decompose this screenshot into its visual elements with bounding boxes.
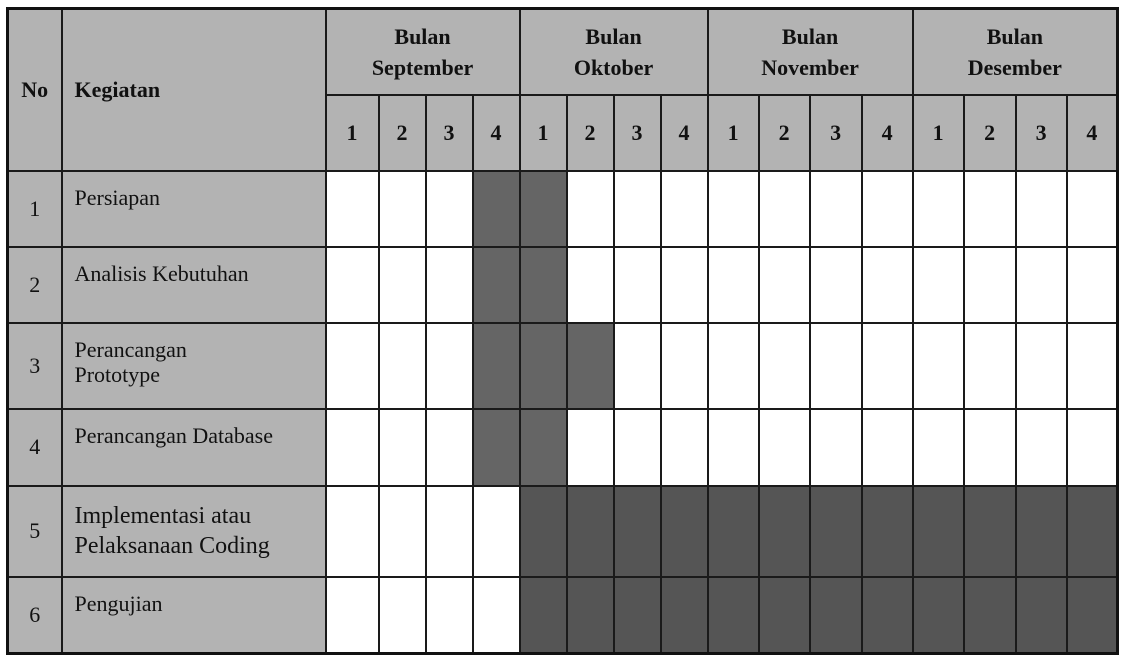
week-cell-empty — [862, 409, 913, 486]
row-number: 6 — [8, 577, 62, 654]
month-header-september — [326, 9, 520, 95]
week-cell-active — [862, 577, 913, 654]
week-cell-active — [1016, 577, 1067, 654]
week-cell-active — [520, 247, 567, 323]
week-header-november-4: 4 — [862, 95, 913, 171]
week-cell-active — [862, 486, 913, 577]
week-cell-empty — [708, 247, 759, 323]
week-cell-empty — [379, 409, 426, 486]
week-cell-empty — [1016, 171, 1067, 247]
week-cell-empty — [810, 171, 862, 247]
week-cell-active — [810, 577, 862, 654]
activity-name — [62, 486, 326, 577]
week-cell-active — [1067, 486, 1118, 577]
month-header-desember — [913, 9, 1118, 95]
week-cell-empty — [567, 409, 614, 486]
week-cell-empty — [964, 171, 1016, 247]
week-cell-empty — [964, 409, 1016, 486]
activity-name — [62, 171, 326, 247]
week-cell-empty — [567, 247, 614, 323]
week-header-oktober-2: 2 — [567, 95, 614, 171]
month-name: September — [371, 54, 474, 80]
week-cell-active — [759, 577, 810, 654]
week-cell-active — [759, 486, 810, 577]
week-cell-empty — [426, 409, 473, 486]
activity-row — [8, 486, 1118, 577]
week-cell-active — [1016, 486, 1067, 577]
week-cell-empty — [913, 409, 964, 486]
week-header-november-2: 2 — [759, 95, 810, 171]
activity-name — [62, 409, 326, 486]
week-header-desember-4: 4 — [1067, 95, 1118, 171]
activity-row — [8, 577, 1118, 654]
week-cell-active — [473, 323, 520, 409]
week-cell-active — [567, 323, 614, 409]
week-cell-empty — [810, 247, 862, 323]
week-cell-active — [567, 486, 614, 577]
week-cell-empty — [614, 409, 661, 486]
week-cell-empty — [426, 486, 473, 577]
row-number: 4 — [8, 409, 62, 486]
week-cell-empty — [567, 171, 614, 247]
week-cell-empty — [614, 323, 661, 409]
activity-name-line: Pelaksanaan Coding — [74, 532, 270, 559]
week-cell-empty — [810, 409, 862, 486]
week-cell-empty — [1067, 247, 1118, 323]
week-cell-active — [661, 486, 708, 577]
week-cell-empty — [1016, 247, 1067, 323]
activity-name-line: Perancangan — [74, 336, 187, 362]
week-header-november-1: 1 — [708, 95, 759, 171]
week-cell-active — [614, 486, 661, 577]
week-cell-active — [708, 486, 759, 577]
week-cell-active — [520, 577, 567, 654]
activity-row — [8, 323, 1118, 409]
activity-column-header: Kegiatan — [62, 9, 326, 171]
week-cell-active — [913, 486, 964, 577]
week-cell-empty — [326, 577, 379, 654]
week-cell-empty — [913, 247, 964, 323]
week-cell-empty — [379, 323, 426, 409]
week-cell-empty — [661, 247, 708, 323]
week-cell-empty — [862, 247, 913, 323]
month-prefix: Bulan — [394, 23, 451, 49]
week-cell-empty — [964, 247, 1016, 323]
activity-row — [8, 171, 1118, 247]
week-cell-empty — [326, 409, 379, 486]
week-cell-empty — [759, 247, 810, 323]
week-cell-active — [520, 323, 567, 409]
week-header-oktober-1: 1 — [520, 95, 567, 171]
month-prefix: Bulan — [585, 23, 642, 49]
week-header-desember-2: 2 — [964, 95, 1016, 171]
week-cell-empty — [759, 323, 810, 409]
activity-name — [62, 323, 326, 409]
month-name: November — [761, 54, 859, 80]
week-cell-active — [473, 247, 520, 323]
week-cell-empty — [1067, 409, 1118, 486]
activity-name-line: Pengujian — [74, 590, 163, 616]
week-cell-empty — [326, 247, 379, 323]
row-number: 3 — [8, 323, 62, 409]
week-cell-empty — [913, 171, 964, 247]
schedule-table — [6, 7, 1119, 655]
month-name: Oktober — [573, 54, 654, 80]
activity-name-line: Prototype — [74, 361, 161, 387]
week-cell-empty — [473, 486, 520, 577]
week-cell-empty — [964, 323, 1016, 409]
week-cell-empty — [426, 577, 473, 654]
week-header-desember-3: 3 — [1016, 95, 1067, 171]
week-cell-active — [473, 171, 520, 247]
week-cell-empty — [661, 323, 708, 409]
activity-name-line: Implementasi atau — [74, 502, 252, 529]
week-cell-active — [913, 577, 964, 654]
week-cell-empty — [759, 409, 810, 486]
week-cell-empty — [379, 247, 426, 323]
week-cell-active — [964, 486, 1016, 577]
week-cell-empty — [759, 171, 810, 247]
week-header-oktober-4: 4 — [661, 95, 708, 171]
week-cell-active — [473, 409, 520, 486]
week-cell-active — [614, 577, 661, 654]
week-cell-empty — [326, 486, 379, 577]
month-header-row — [8, 9, 1118, 95]
week-header-desember-1: 1 — [913, 95, 964, 171]
week-cell-active — [567, 577, 614, 654]
week-cell-empty — [1067, 323, 1118, 409]
week-cell-empty — [326, 171, 379, 247]
activity-name-line: Analisis Kebutuhan — [74, 260, 249, 286]
week-cell-empty — [379, 486, 426, 577]
week-cell-empty — [379, 577, 426, 654]
week-cell-empty — [614, 247, 661, 323]
week-cell-empty — [862, 323, 913, 409]
week-header-september-3: 3 — [426, 95, 473, 171]
week-cell-empty — [862, 171, 913, 247]
week-cell-empty — [1016, 409, 1067, 486]
week-cell-empty — [426, 323, 473, 409]
activity-row — [8, 247, 1118, 323]
week-cell-empty — [473, 577, 520, 654]
week-cell-empty — [614, 171, 661, 247]
week-cell-empty — [326, 323, 379, 409]
month-header-oktober — [520, 9, 708, 95]
week-cell-empty — [913, 323, 964, 409]
week-header-november-3: 3 — [810, 95, 862, 171]
week-cell-empty — [708, 409, 759, 486]
week-header-september-2: 2 — [379, 95, 426, 171]
week-cell-empty — [426, 171, 473, 247]
activity-name-line: Persiapan — [74, 184, 161, 210]
week-cell-empty — [426, 247, 473, 323]
row-number: 5 — [8, 486, 62, 577]
week-cell-empty — [661, 171, 708, 247]
month-prefix: Bulan — [986, 23, 1043, 49]
activity-row — [8, 409, 1118, 486]
week-cell-empty — [1067, 171, 1118, 247]
week-cell-empty — [661, 409, 708, 486]
week-cell-active — [964, 577, 1016, 654]
month-name: Desember — [967, 54, 1062, 80]
week-cell-active — [661, 577, 708, 654]
activity-name — [62, 247, 326, 323]
week-cell-active — [520, 486, 567, 577]
week-cell-active — [1067, 577, 1118, 654]
week-cell-empty — [708, 323, 759, 409]
week-cell-active — [520, 409, 567, 486]
week-cell-empty — [1016, 323, 1067, 409]
row-number: 2 — [8, 247, 62, 323]
week-cell-empty — [379, 171, 426, 247]
activity-name — [62, 577, 326, 654]
week-cell-empty — [810, 323, 862, 409]
month-header-november — [708, 9, 913, 95]
no-column-header: No — [8, 9, 62, 171]
activity-name-line: Perancangan Database — [74, 422, 274, 448]
week-cell-empty — [708, 171, 759, 247]
schedule-body — [8, 171, 1118, 654]
week-header-september-4: 4 — [473, 95, 520, 171]
week-cell-active — [520, 171, 567, 247]
week-cell-active — [810, 486, 862, 577]
week-header-oktober-3: 3 — [614, 95, 661, 171]
week-header-september-1: 1 — [326, 95, 379, 171]
week-cell-active — [708, 577, 759, 654]
row-number: 1 — [8, 171, 62, 247]
month-prefix: Bulan — [781, 23, 839, 49]
